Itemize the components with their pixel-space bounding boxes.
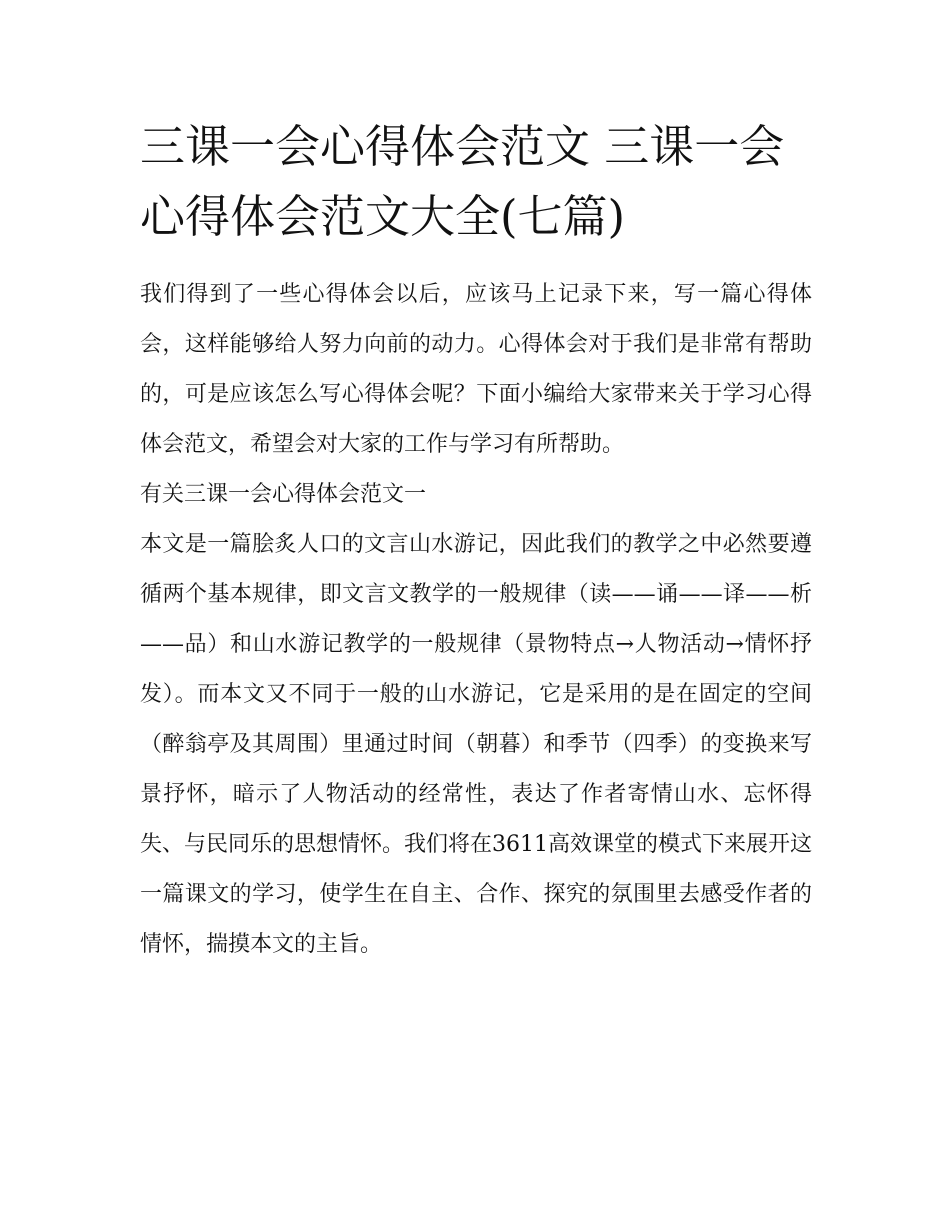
- section-heading: 有关三课一会心得体会范文一: [140, 482, 427, 507]
- intro-paragraph: 我们得到了一些心得体会以后，应该马上记录下来，写一篇心得体会，这样能够给人努力向前的动力。心得体会对于我们是非常有帮助的，可是应该怎么写心得体会呢？下面小编给大家带来关于学习心得体会范文，希望会对大家的工作与学习有所帮助。: [140, 282, 812, 457]
- document-page: [140, 112, 812, 970]
- body-paragraph: 本文是一篇脍炙人口的文言山水游记，因此我们的教学之中必然要遵循两个基本规律，即文言文教学的一般规律（读——诵——译——析——品）和山水游记教学的一般规律（景物特点→人物活动→情怀抒发）。而本文又不同于一般的山水游记，它是采用的是在固定的空间（醉翁亭及其周围）里通过时间（朝暮）和季节（四季）的变换来写景抒怀，暗示了人物活动的经常性，表达了作者寄情山水、忘怀得失、与民同乐的思想情怀。我们将在3611高效课堂的模式下来展开这一篇课文的学习，使学生在自主、合作、探究的氛围里去感受作者的情怀，揣摸本文的主旨。: [140, 532, 812, 957]
- document-title: 三课一会心得体会范文 三课一会心得体会范文大全(七篇): [140, 120, 785, 243]
